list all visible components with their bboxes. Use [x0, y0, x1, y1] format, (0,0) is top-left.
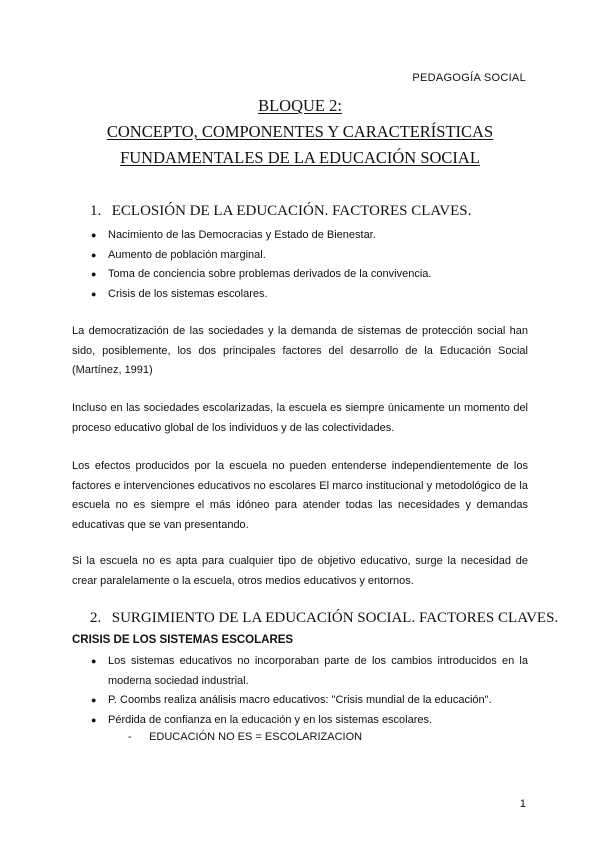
section-1-title: ECLOSIÓN DE LA EDUCACIÓN. FACTORES CLAVES.	[111, 203, 472, 219]
title-line-3: FUNDAMENTALES DE LA EDUCACIÓN SOCIAL	[120, 148, 480, 167]
document-title	[60, 93, 540, 171]
bullet-icon: ●	[91, 249, 97, 260]
bullet-icon: ●	[91, 695, 97, 705]
document-header-tag: PEDAGOGÍA SOCIAL	[412, 72, 526, 84]
page-number: 1	[519, 798, 526, 810]
section-2-number: 2.	[90, 610, 102, 626]
paragraph: Los efectos producidos por la escuela no pueden entenderse independientemente de los factores e intervenciones educativos no escolares El marco institucional y metodológico de la escuela no es siempre el más idóneo para atender todas las necesidades y demandas educativas que se van presentando.	[72, 460, 528, 531]
list-item: ● Toma de conciencia sobre problemas derivados de la convivencia.	[108, 265, 528, 285]
dash-list-item	[128, 731, 362, 743]
list-item: ● Nacimiento de las Democracias y Estado de Bienestar.	[108, 226, 528, 246]
section-2-heading	[90, 610, 558, 627]
bullet-icon: ●	[91, 656, 97, 666]
title-line-1: BLOQUE 2:	[258, 96, 342, 115]
paragraph: Incluso en las sociedades escolarizadas, la escuela es siempre únicamente un momento del proceso educativo global de los individuos y de las colectividades.	[72, 402, 528, 434]
section-2-subheading: CRISIS DE LOS SISTEMAS ESCOLARES	[72, 634, 294, 646]
list-item: ● P. Coombs realiza análisis macro educativos: "Crisis mundial de la educación".	[108, 691, 528, 711]
dash-icon: -	[128, 731, 132, 743]
dash-item-text: EDUCACIÓN NO ES = ESCOLARIZACION	[149, 731, 363, 743]
bullet-icon: ●	[91, 269, 97, 279]
bullet-icon: ●	[91, 230, 97, 240]
section-1-number: 1.	[90, 203, 102, 219]
section-2-bullet-list	[91, 652, 528, 730]
list-item: ● Los sistemas educativos no incorporaban parte de los cambios introducidos en la moderna sociedad industrial.	[108, 652, 528, 691]
section-1-heading	[90, 203, 471, 220]
paragraph: La democratización de las sociedades y la demanda de sistemas de protección social han sido, posiblemente, los dos principales factores del desarrollo de la Educación Social (Martínez, 1991)	[72, 325, 528, 376]
title-line-2: CONCEPTO, COMPONENTES Y CARACTERÍSTICAS	[106, 122, 494, 141]
list-item: ● Pérdida de confianza en la educación y en los sistemas escolares.	[108, 711, 528, 731]
list-item: ● Aumento de población marginal.	[108, 246, 528, 266]
list-item: ● Crisis de los sistemas escolares.	[108, 285, 528, 305]
section-2-title: SURGIMIENTO DE LA EDUCACIÓN SOCIAL. FACTORES CLAVES.	[111, 610, 559, 626]
bullet-icon: ●	[91, 714, 97, 725]
paragraph: Si la escuela no es apta para cualquier tipo de objetivo educativo, surge la necesidad de crear paralelamente o la escuela, otros medios educativos y entornos.	[72, 555, 528, 587]
section-1-bullet-list	[91, 226, 528, 304]
bullet-icon: ●	[91, 288, 97, 299]
